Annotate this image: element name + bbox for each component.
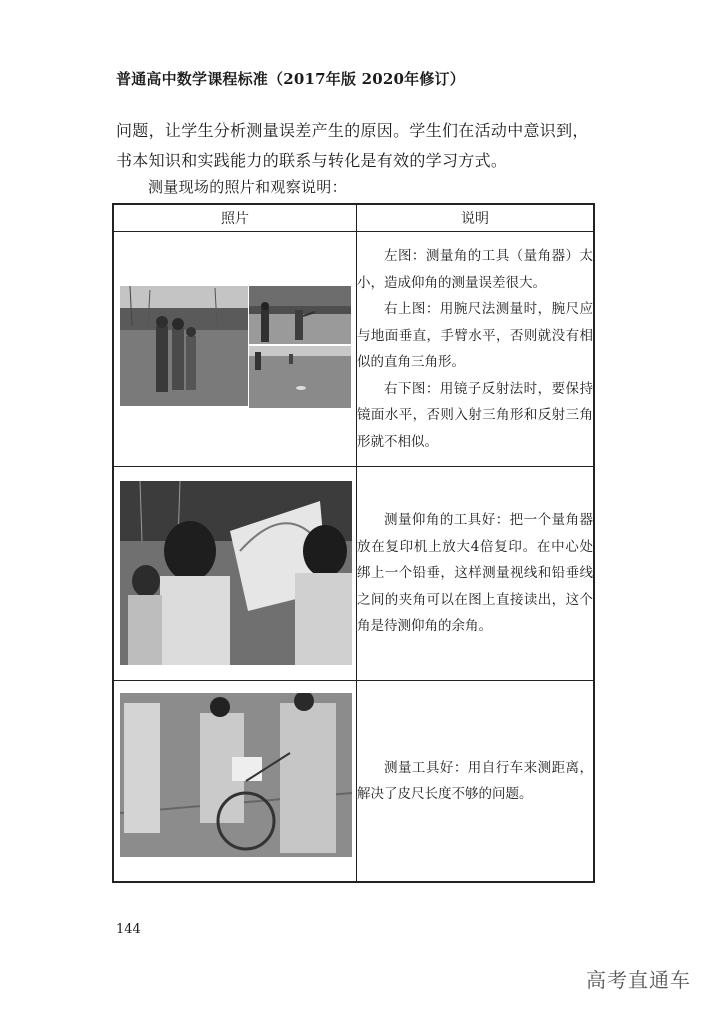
photo-enlarged-protractor <box>120 481 352 665</box>
header-photo: 照片 <box>113 204 357 232</box>
description-paragraph: 测量仰角的工具好：把一个量角器放在复印机上放大4倍复印。在中心处绑上一个铅垂，这样测量视线和铅垂线之间的夹角可以在图上直接读出，这个角是待测仰角的余角。 <box>357 512 593 635</box>
table-caption: 测量现场的照片和观察说明： <box>148 178 347 196</box>
header-description: 说明 <box>357 204 595 232</box>
intro-paragraph <box>116 116 596 176</box>
description-paragraph: 右上图：用腕尺法测量时，腕尺应与地面垂直，手臂水平，否则就没有相似的直角三角形。 <box>357 301 593 370</box>
description-paragraph: 测量工具好：用自行车来测距离，解决了皮尺长度不够的问题。 <box>357 759 593 802</box>
photo-mirror-method <box>249 346 351 408</box>
photo-forearm-method <box>249 286 351 344</box>
watermark-text: 高考直通车 <box>586 968 691 992</box>
table-row <box>113 467 594 681</box>
description-cell <box>357 681 595 883</box>
photo-cell <box>113 681 357 883</box>
table-header-row <box>113 204 594 232</box>
description-paragraph: 左图：测量角的工具（量角器）太小，造成仰角的测量误差很大。 <box>357 248 593 291</box>
photo-cell <box>113 467 357 681</box>
page-header-title: 普通高中数学课程标准（2017年版 2020年修订） <box>116 70 465 88</box>
observation-table <box>112 203 595 883</box>
description-cell <box>357 467 595 681</box>
table-row <box>113 232 594 467</box>
intro-line-1: 问题，让学生分析测量误差产生的原因。学生们在活动中意识到， <box>116 121 589 140</box>
description-cell <box>357 232 595 467</box>
intro-line-2: 书本知识和实践能力的联系与转化是有效的学习方式。 <box>116 151 508 170</box>
photo-protractor-measurement <box>120 286 248 406</box>
photo-bicycle-measurement <box>120 693 352 857</box>
table-row <box>113 681 594 883</box>
photo-cell <box>113 232 357 467</box>
description-paragraph: 右下图：用镜子反射法时，要保持镜面水平，否则入射三角形和反射三角形就不相似。 <box>357 380 593 450</box>
page-number: 144 <box>116 922 141 937</box>
